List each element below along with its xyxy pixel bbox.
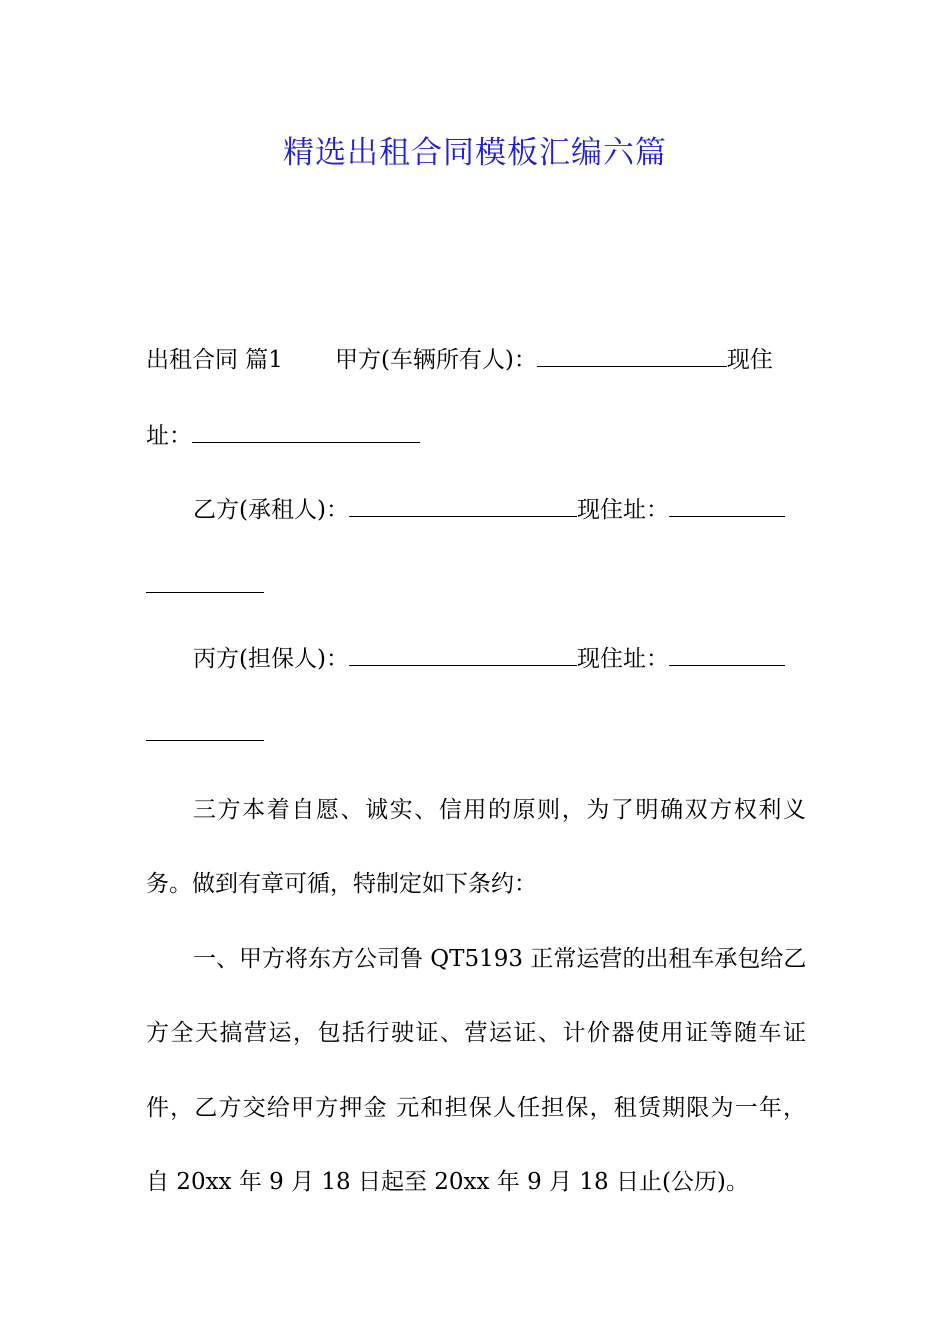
paragraph-2-line-4: 自 20xx 年 9 月 18 日起至 20xx 年 9 月 18 日止(公历)。 (146, 1169, 749, 1195)
paragraph-2-line-1: 一、甲方将东方公司鲁 QT5193 正常运营的出租车承包给乙 (193, 946, 807, 972)
party-a-label: 甲方(车辆所有人)： (334, 347, 537, 373)
party-b-line (146, 492, 806, 528)
party-a-address-label-start: 现住 (726, 347, 773, 373)
party-b-address-label: 现住址： (576, 497, 669, 523)
party-c-line (146, 641, 806, 677)
paragraph-1-line-2: 务。做到有章可循，特制定如下条约： (146, 871, 537, 897)
party-c-label: 丙方(担保人)： (193, 646, 349, 672)
party-b-address-blank (669, 494, 785, 517)
paragraph-1-line-1: 三方本着自愿、诚实、信用的原则，为了明确双方权利义 (193, 797, 806, 823)
document-title: 精选出租合同模板汇编六篇 (283, 135, 667, 171)
party-c-address-blank-cont (146, 718, 264, 741)
party-a-line (146, 342, 806, 378)
party-b-address-continued (146, 568, 806, 604)
party-b-address-blank-cont (146, 570, 264, 593)
party-b-label: 乙方(承租人)： (193, 497, 349, 523)
party-a-address-label-end: 址： (146, 423, 192, 449)
party-c-blank (349, 643, 577, 666)
party-b-blank (349, 494, 577, 517)
party-a-address-line (146, 418, 806, 454)
party-c-address-blank (669, 643, 785, 666)
paragraph-2-line-3: 件，乙方交给甲方押金 元和担保人任担保，租赁期限为一年， (146, 1095, 806, 1121)
paragraph-2-line-2: 方全天搞营运，包括行驶证、营运证、计价器使用证等随车证 (146, 1020, 806, 1046)
party-c-address-continued (146, 716, 806, 752)
section-heading: 出租合同 篇1 (146, 347, 283, 373)
party-a-address-blank (192, 420, 420, 443)
party-a-blank (537, 344, 727, 367)
party-c-address-label: 现住址： (576, 646, 669, 672)
